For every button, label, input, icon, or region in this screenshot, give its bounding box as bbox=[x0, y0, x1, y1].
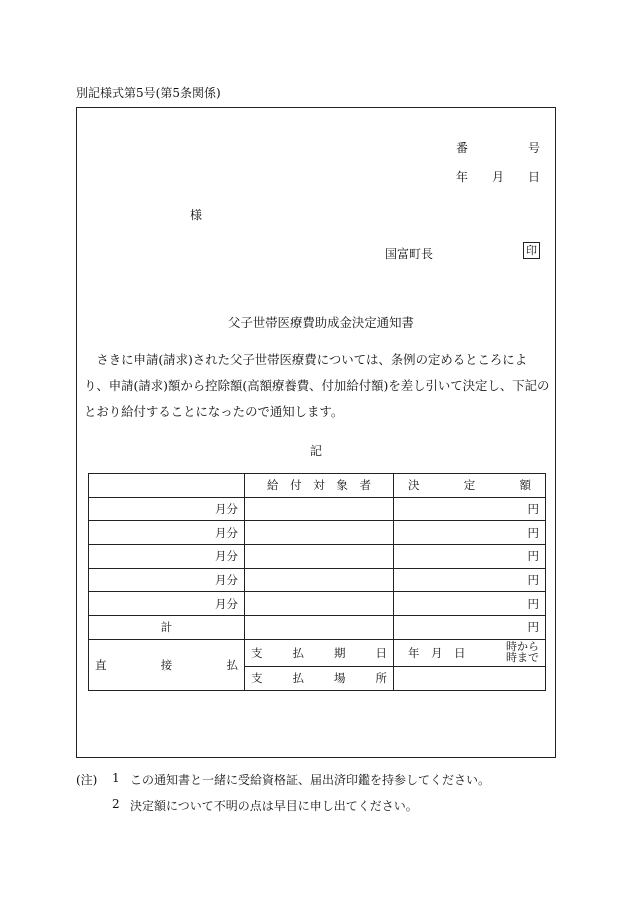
notes-prefix: (注) bbox=[76, 773, 98, 787]
header-target-label: 給付対象者 bbox=[267, 478, 371, 493]
note-1-text: この通知書と一緒に受給資格証、届出済印鑑を持参してください。 bbox=[130, 773, 491, 787]
note-1-number: 1 bbox=[112, 771, 120, 785]
issue-date-label: 年 月 日 bbox=[456, 170, 541, 184]
amount-cell: 円 bbox=[394, 568, 546, 592]
pay-date-label: 年 月 日 bbox=[408, 645, 466, 660]
total-label-cell: 計 bbox=[89, 616, 245, 640]
month-cell: 月分 bbox=[89, 545, 245, 569]
target-cell bbox=[245, 545, 394, 569]
header-target-cell bbox=[245, 474, 394, 498]
issuer-name: 国富町長 bbox=[385, 247, 434, 261]
total-target-cell bbox=[245, 616, 394, 640]
header-amount-label: 決定額 bbox=[408, 478, 531, 493]
time-from-label: 時から bbox=[506, 639, 539, 653]
pay-place-label: 支払場所 bbox=[251, 671, 387, 686]
pay-time-range bbox=[506, 641, 539, 663]
direct-pay-row bbox=[89, 639, 546, 666]
pay-place-value-cell bbox=[394, 666, 546, 690]
table-row bbox=[89, 592, 546, 616]
header-blank-cell bbox=[89, 474, 245, 498]
target-cell bbox=[245, 568, 394, 592]
direct-pay-cell bbox=[89, 639, 245, 690]
table-row bbox=[89, 497, 546, 521]
pay-place-cell bbox=[245, 666, 394, 690]
target-cell bbox=[245, 521, 394, 545]
note-2-text: 決定額について不明の点は早目に申し出てください。 bbox=[130, 799, 418, 813]
document-number-label: 番 号 bbox=[456, 141, 541, 155]
issue-date bbox=[456, 168, 541, 185]
amount-cell: 円 bbox=[394, 497, 546, 521]
total-row bbox=[89, 616, 546, 640]
notice-body: さきに申請(請求)された父子世帯医療費については、条例の定めるところにより、申請(請求)額から控除額(高額療養費、付加給付額)を差し引いて決定し、下記のとおり給付することになったので通知します。 bbox=[84, 352, 550, 419]
total-amount-cell: 円 bbox=[394, 616, 546, 640]
form-label: 別記様式第5号(第5条関係) bbox=[76, 86, 221, 100]
month-cell: 月分 bbox=[89, 497, 245, 521]
amount-cell: 円 bbox=[394, 545, 546, 569]
table-row bbox=[89, 545, 546, 569]
table-row bbox=[89, 521, 546, 545]
pay-period-label: 支払期日 bbox=[251, 645, 387, 660]
document-title: 父子世帯医療費助成金決定通知書 bbox=[228, 315, 414, 330]
seal-mark: 印 bbox=[523, 242, 540, 259]
direct-pay-label: 直接払 bbox=[95, 657, 238, 672]
addressee-sama: 様 bbox=[190, 208, 203, 222]
benefit-table bbox=[88, 473, 546, 691]
amount-cell: 円 bbox=[394, 521, 546, 545]
month-cell: 月分 bbox=[89, 521, 245, 545]
note-2-number: 2 bbox=[112, 797, 120, 811]
time-to-label: 時まで bbox=[506, 650, 539, 664]
table-row bbox=[89, 568, 546, 592]
document-number bbox=[456, 139, 541, 156]
amount-cell: 円 bbox=[394, 592, 546, 616]
month-cell: 月分 bbox=[89, 592, 245, 616]
target-cell bbox=[245, 497, 394, 521]
pay-time-cell bbox=[394, 639, 546, 666]
ki-heading: 記 bbox=[310, 444, 323, 458]
target-cell bbox=[245, 592, 394, 616]
table-header-row bbox=[89, 474, 546, 498]
month-cell: 月分 bbox=[89, 568, 245, 592]
pay-period-cell bbox=[245, 639, 394, 666]
header-amount-cell bbox=[394, 474, 546, 498]
